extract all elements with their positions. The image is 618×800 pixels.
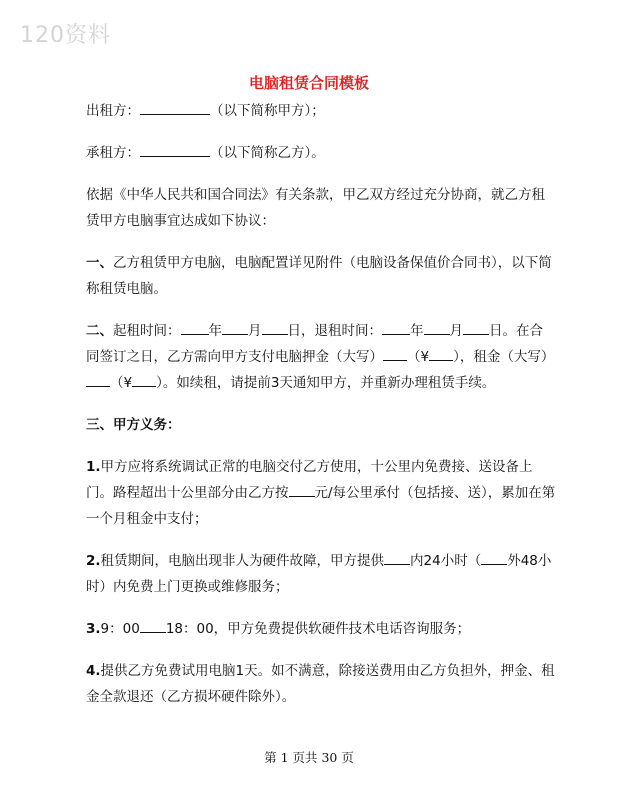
blank <box>424 322 450 335</box>
year-text: 年 <box>208 323 222 339</box>
lessor-line <box>86 98 556 124</box>
lessee-line <box>86 140 556 166</box>
rent-text: ），租金（大写） <box>453 349 555 365</box>
blank <box>289 484 315 497</box>
item-2-number: 2. <box>86 553 101 569</box>
item-2-text-2: 内24小时（ <box>410 553 482 569</box>
blank <box>383 348 407 361</box>
renewal-text: ）。如续租，请提前3天通知甲方，并重新办理租赁手续。 <box>156 375 496 391</box>
blank <box>481 552 507 565</box>
page-footer: 第 1 页共 30 页 <box>264 750 354 765</box>
lessor-blank <box>140 102 210 115</box>
lessor-label: 出租方： <box>86 103 140 119</box>
item-3-number: 3. <box>86 621 101 637</box>
blank <box>382 322 410 335</box>
item-2-text: 租赁期间，电脑出现非人为硬件故障，甲方提供 <box>100 553 385 569</box>
clause-1-head: 一、 <box>86 255 113 271</box>
document-title: 电脑租赁合同模板 <box>248 74 369 92</box>
blank <box>463 322 489 335</box>
clause-2 <box>86 318 556 396</box>
blank <box>86 374 110 387</box>
month-text: 月 <box>248 323 262 339</box>
clause-1 <box>86 250 556 302</box>
blank <box>429 348 453 361</box>
clause-1-text: 乙方租赁甲方电脑，电脑配置详见附件（电脑设备保值价合同书），以下简称租赁电脑。 <box>86 255 552 297</box>
blank <box>132 374 156 387</box>
yen-text: （¥ <box>407 349 430 365</box>
intro-paragraph: 依据《中华人民共和国合同法》有关条款，甲乙双方经过充分协商，就乙方租赁甲方电脑事宜达成如下协议： <box>86 187 545 229</box>
document-body <box>86 98 556 726</box>
blank <box>384 552 410 565</box>
blank <box>262 322 288 335</box>
item-4-number: 4. <box>86 663 101 679</box>
blank <box>140 620 166 633</box>
item-1-text-2: 元/每公里承付（包括接、送），累加在第一个月租金中支付； <box>86 485 556 527</box>
lessor-suffix: （以下简称甲方）； <box>210 103 325 119</box>
lessee-blank <box>140 144 210 157</box>
end-label: ，退租时间： <box>301 323 382 339</box>
item-1-text: 甲方应将系统调试正常的电脑交付乙方使用，十公里内免费接、送设备上门。路程超出十公里部分由乙方按 <box>86 459 533 501</box>
item-4 <box>86 658 556 710</box>
month-text: 月 <box>449 323 463 339</box>
clause-3-head: 三、甲方义务： <box>86 417 181 433</box>
deposit-text: 日。在合同签订之日，乙方需向甲方支付电脑押金（大写） <box>86 323 543 365</box>
item-3-text: 9：00 <box>100 621 140 637</box>
item-1-number: 1. <box>86 459 101 475</box>
item-4-text: 提供乙方免费试用电脑1天。如不满意，除接送费用由乙方负担外，押金、租金全款退还（乙方损坏硬件除外）。 <box>86 663 555 705</box>
item-3 <box>86 616 556 642</box>
item-1 <box>86 454 556 532</box>
item-2-text-3: 外48小时）内免费上门更换或维修服务； <box>86 553 552 595</box>
clause-2-start-label: 起租时间： <box>113 323 181 339</box>
blank <box>222 322 248 335</box>
yen-text: （¥ <box>110 375 133 391</box>
year-text: 年 <box>410 323 424 339</box>
lessee-suffix: （以下简称乙方）。 <box>210 145 325 161</box>
item-3-text-2: 18：00，甲方免费提供软硬件技术电话咨询服务； <box>165 621 471 637</box>
watermark: 120资料 <box>20 23 111 48</box>
blank <box>181 322 209 335</box>
item-2 <box>86 548 556 600</box>
lessee-label: 承租方： <box>86 145 140 161</box>
day-text: 日 <box>287 323 301 339</box>
clause-2-head: 二、 <box>86 323 113 339</box>
